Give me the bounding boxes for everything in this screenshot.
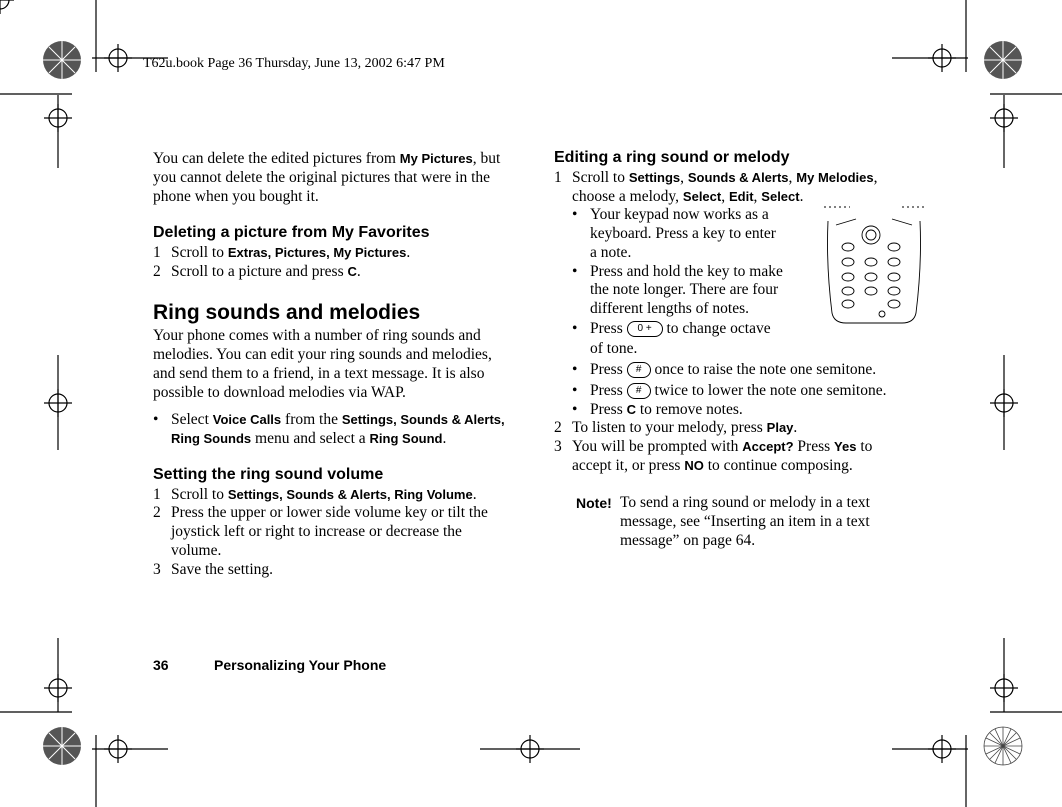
volume-step-2: 2 Press the upper or lower side volume key or tilt the bbox=[153, 504, 488, 521]
volume-step-2-line-2: joystick left or right to increase or decrease the bbox=[171, 523, 462, 540]
volume-heading: Setting the ring sound volume bbox=[153, 466, 384, 483]
ring-bullet-line-2: Ring Sounds menu and select a Ring Sound. bbox=[171, 430, 447, 447]
editing-heading: Editing a ring sound or melody bbox=[554, 149, 790, 166]
intro-line-1: You can delete the edited pictures from My Pictures, but bbox=[153, 150, 501, 167]
book-header: T62u.book Page 36 Thursday, June 13, 2002 6:47 PM bbox=[143, 56, 445, 71]
ring-para-2: melodies. You can edit your ring sounds and melodies, bbox=[153, 346, 492, 363]
volume-step-3: 3 Save the setting. bbox=[153, 561, 274, 578]
bullet-keyboard-l2: keyboard. Press a key to enter bbox=[590, 225, 776, 242]
editing-step-1: 1 Scroll to Settings, Sounds & Alerts, My Melodies, bbox=[554, 169, 878, 186]
note-label: Note! bbox=[576, 495, 612, 511]
hash-key-icon: # bbox=[627, 383, 651, 399]
deleting-heading: Deleting a picture from My Favorites bbox=[153, 224, 430, 241]
editing-step-2: 2 To listen to your melody, press Play. bbox=[554, 419, 798, 436]
ring-heading: Ring sounds and melodies bbox=[153, 301, 421, 324]
bullet-keyboard-l3: a note. bbox=[590, 244, 632, 261]
ring-para-4: possible to download melodies via WAP. bbox=[153, 384, 406, 401]
ring-para-3: and send them to a friend, in a text message. It is also bbox=[153, 365, 485, 382]
bullet-lower: • Press # twice to lower the note one semitone. bbox=[572, 382, 887, 399]
deleting-step-1: 1 Scroll to Extras, Pictures, My Pictures. bbox=[153, 244, 411, 261]
zero-plus-key-icon: 0 + bbox=[627, 321, 663, 337]
page-number: 36 bbox=[153, 657, 169, 673]
bullet-hold-l2: the note longer. There are four bbox=[590, 281, 779, 298]
note-line-3: message” on page 64. bbox=[620, 532, 756, 549]
bullet-remove: • Press C to remove notes. bbox=[572, 401, 743, 418]
phone-keypad-illustration bbox=[822, 205, 926, 327]
bullet-keyboard: • Your keypad now works as a bbox=[572, 206, 769, 223]
editing-step-3: 3 You will be prompted with Accept? Press Yes to bbox=[554, 438, 873, 455]
ring-bullet-line-1: • Select Voice Calls from the Settings, Sounds & Alerts, bbox=[153, 411, 505, 428]
volume-step-2-line-3: volume. bbox=[171, 542, 222, 559]
bullet-hold: • Press and hold the key to make bbox=[572, 263, 783, 280]
ring-para-1: Your phone comes with a number of ring sounds and bbox=[153, 327, 481, 344]
intro-line-2: you cannot delete the original pictures that were in the bbox=[153, 169, 491, 186]
intro-line-3: phone when you bought it. bbox=[153, 188, 319, 205]
volume-step-1: 1 Scroll to Settings, Sounds & Alerts, Ring Volume. bbox=[153, 486, 477, 503]
bullet-hold-l3: different lengths of notes. bbox=[590, 300, 749, 317]
editing-step-3-line-2: accept it, or press NO to continue composing. bbox=[572, 457, 853, 474]
deleting-step-2: 2 Scroll to a picture and press C. bbox=[153, 263, 361, 280]
bullet-octave-l2: of tone. bbox=[590, 340, 638, 357]
bullet-raise: • Press # once to raise the note one semitone. bbox=[572, 361, 877, 378]
bullet-octave: • Press 0 + to change octave bbox=[572, 320, 771, 337]
note-line-2: message, see “Inserting an item in a text bbox=[620, 513, 870, 530]
note-line-1: To send a ring sound or melody in a text bbox=[620, 494, 870, 511]
editing-step-1-line-2: choose a melody, Select, Edit, Select. bbox=[572, 188, 804, 205]
footer-section-title: Personalizing Your Phone bbox=[214, 657, 387, 673]
hash-key-icon: # bbox=[627, 362, 651, 378]
